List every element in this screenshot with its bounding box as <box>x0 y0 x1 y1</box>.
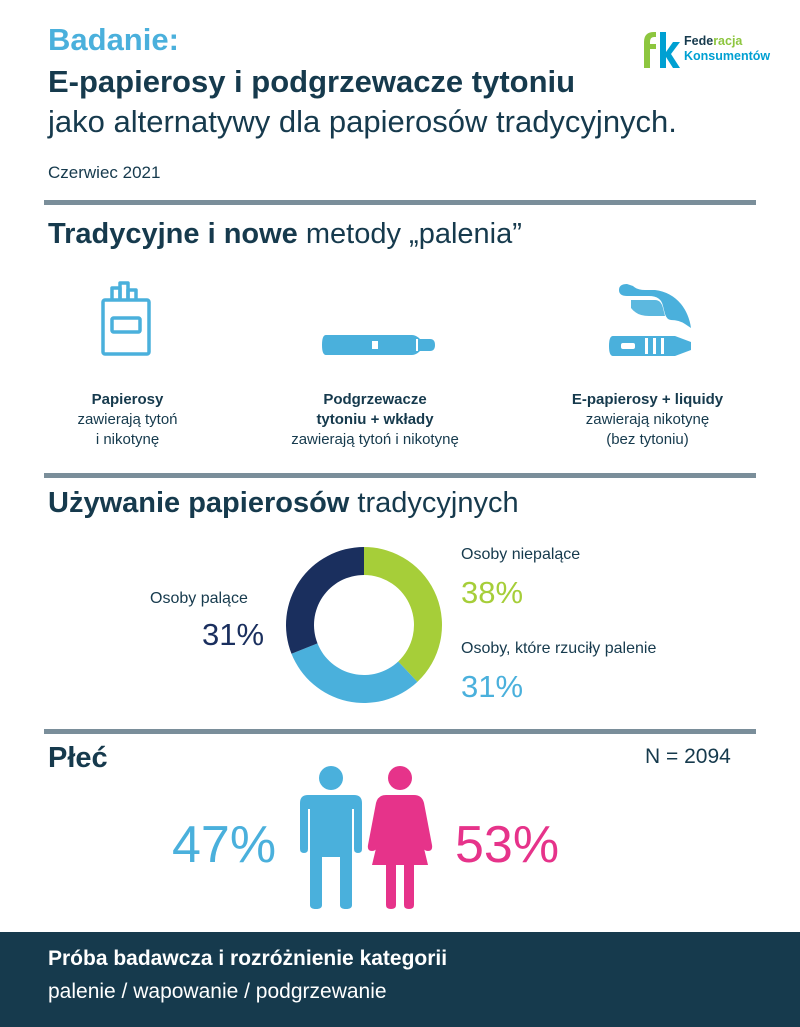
female-icon <box>366 765 434 909</box>
heated-tobacco-device-icon <box>320 333 436 357</box>
divider <box>44 473 756 478</box>
donut-slice-nonsmokers <box>364 547 442 682</box>
donut-value-smokers: 31% <box>202 617 265 652</box>
logo-text: Federacja Konsumentów <box>684 34 771 63</box>
gender-section-title: Płeć <box>48 742 108 774</box>
method-cigarettes: Papierosy zawierają tytoń i nikotynę <box>77 391 178 448</box>
methods-section-title: Tradycyjne i nowe metody „palenia” <box>48 218 522 250</box>
donut-slice-quit <box>291 643 417 703</box>
kicker: Badanie: <box>48 22 179 57</box>
sample-size-label: N = 2094 <box>645 745 731 768</box>
donut-label-smokers: Osoby palące <box>150 590 248 607</box>
divider <box>44 200 756 205</box>
date: Czerwiec 2021 <box>48 163 161 182</box>
donut-chart <box>284 545 444 705</box>
logo <box>640 28 770 72</box>
e-cigarette-icon <box>605 280 693 360</box>
male-icon <box>298 765 364 909</box>
footer-title: Próba badawcza i rozróżnienie kategorii <box>48 947 448 970</box>
donut-label-quit: Osoby, które rzuciły palenie <box>461 640 657 657</box>
usage-section-title: Używanie papierosów tradycyjnych <box>48 487 519 519</box>
page-title: E-papierosy i podgrzewacze tytoniu <box>48 64 576 99</box>
donut-value-nonsmokers: 38% <box>461 575 524 610</box>
donut-label-nonsmokers: Osoby niepalące <box>461 546 581 563</box>
female-percentage: 53% <box>455 816 560 874</box>
footer-subtitle: palenie / wapowanie / podgrzewanie <box>48 980 387 1003</box>
divider <box>44 729 756 734</box>
cigarette-pack-icon <box>100 280 152 356</box>
fk-logo-mark <box>640 28 682 72</box>
male-percentage: 47% <box>172 816 277 874</box>
page-subtitle: jako alternatywy dla papierosów tradycyjnych. <box>48 104 677 139</box>
method-e-cigarettes: E-papierosy + liquidy zawierają nikotynę (bez tytoniu) <box>571 391 724 448</box>
method-heated-tobacco: Podgrzewacze tytoniu + wkłady zawierają tytoń i nikotynę <box>291 391 459 448</box>
donut-slice-smokers <box>286 547 364 654</box>
donut-value-quit: 31% <box>461 669 524 704</box>
